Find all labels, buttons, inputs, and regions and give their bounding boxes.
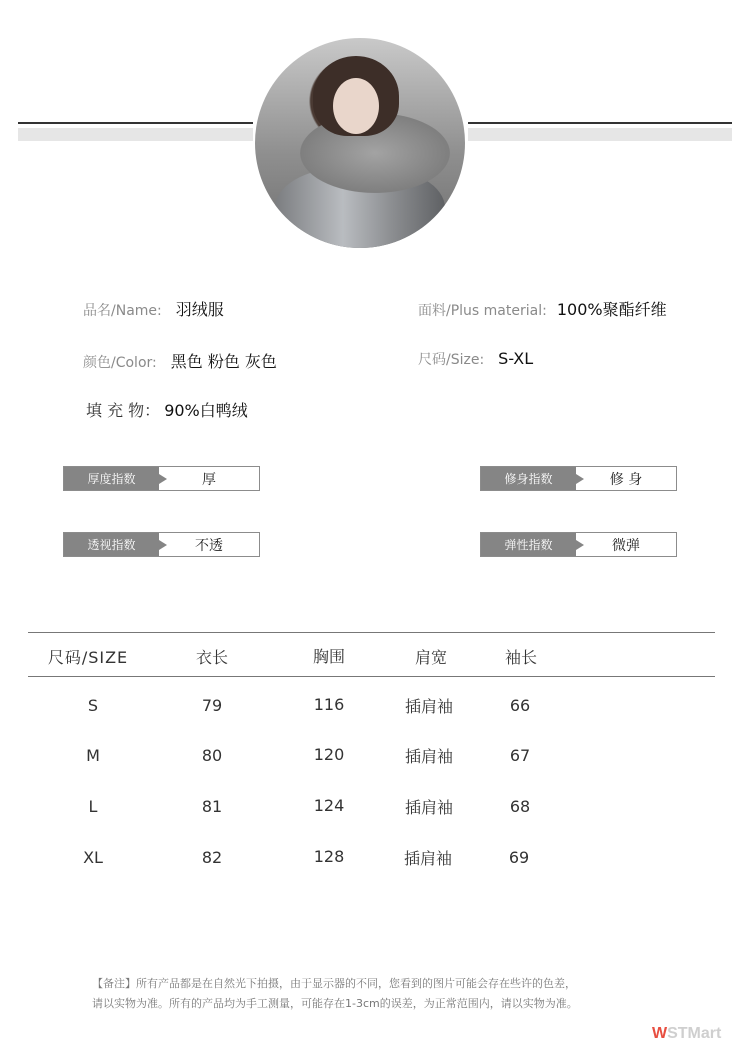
- elasticity-index-label: 弹性指数: [481, 533, 576, 556]
- header-size: 尺码/SIZE: [47, 648, 129, 667]
- transparency-index: [63, 532, 260, 557]
- table-cell: 128: [313, 847, 345, 866]
- transparency-index-label: 透视指数: [64, 533, 159, 556]
- fit-index: [480, 466, 677, 491]
- table-cell: M: [86, 746, 100, 765]
- table-cell: 81: [201, 797, 223, 816]
- header-shoulder: 肩宽: [414, 648, 448, 667]
- name-value: 羽绒服: [175, 300, 224, 319]
- thickness-index: [63, 466, 260, 491]
- table-cell: 124: [313, 796, 345, 815]
- thickness-index-value: 厚: [202, 471, 216, 488]
- name-label: 品名/Name:: [83, 303, 162, 319]
- header-rule-left: [18, 122, 253, 124]
- size-row: [418, 349, 533, 369]
- name-row: [83, 297, 224, 320]
- footnote: [92, 974, 652, 1014]
- thickness-index-label: 厚度指数: [64, 467, 159, 490]
- color-value: 黑色 粉色 灰色: [170, 352, 277, 371]
- table-cell: 插肩袖: [404, 798, 454, 817]
- table-cell: 插肩袖: [404, 747, 454, 766]
- table-cell: 116: [313, 695, 345, 714]
- size-label: 尺码/Size:: [418, 352, 485, 368]
- elasticity-index: [480, 532, 677, 557]
- size-value: S-XL: [498, 349, 534, 368]
- table-cell: 68: [509, 797, 531, 816]
- color-label: 颜色/Color:: [83, 355, 157, 371]
- material-label: 面料/Plus material:: [418, 303, 547, 319]
- header-band-left: [18, 128, 253, 141]
- table-cell: XL: [83, 848, 103, 867]
- footnote-line-1: 【备注】所有产品都是在自然光下拍摄，由于显示器的不同，您看到的图片可能会存在些许的色差，: [92, 977, 576, 990]
- model-photo: [255, 38, 465, 248]
- watermark-logo: WSTMart: [652, 1025, 722, 1042]
- table-cell: 69: [508, 848, 530, 867]
- filling-row: [86, 398, 248, 421]
- header-band-right: [468, 128, 732, 141]
- table-top-rule: [28, 632, 715, 633]
- table-cell: L: [88, 797, 98, 816]
- fit-index-label: 修身指数: [481, 467, 576, 490]
- color-row: [83, 349, 277, 372]
- filling-label: 填 充 物：: [86, 401, 161, 420]
- elasticity-index-value: 微弹: [612, 537, 640, 554]
- table-cell: 插肩袖: [404, 697, 454, 716]
- header-length: 衣长: [195, 648, 229, 667]
- material-row: [418, 297, 667, 320]
- table-cell: 79: [201, 696, 223, 715]
- table-cell: S: [87, 696, 99, 715]
- table-cell: 插肩袖: [403, 849, 453, 868]
- table-cell: 80: [201, 746, 223, 765]
- filling-value: 90%白鸭绒: [164, 401, 248, 420]
- table-cell: 120: [313, 745, 345, 764]
- header-chest: 胸围: [312, 647, 346, 666]
- footnote-line-2: 请以实物为准。所有的产品均为手工测量，可能存在1-3cm的误差，为正常范围内，请以实物为准。: [92, 997, 578, 1010]
- material-value: 100%聚酯纤维: [556, 300, 667, 319]
- table-cell: 67: [509, 746, 531, 765]
- table-cell: 82: [201, 848, 223, 867]
- transparency-index-value: 不透: [195, 537, 223, 554]
- header-sleeve: 袖长: [504, 648, 538, 667]
- table-header-rule: [28, 676, 715, 677]
- header-rule-right: [468, 122, 732, 124]
- fit-index-value: 修 身: [609, 471, 643, 488]
- table-cell: 66: [509, 696, 531, 715]
